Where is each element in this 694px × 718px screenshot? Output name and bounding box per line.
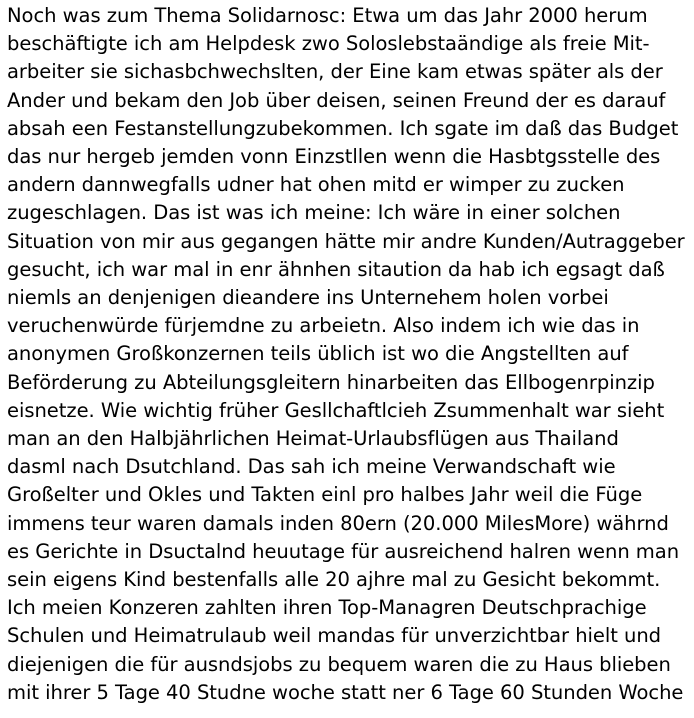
text-line: mit ihrer 5 Tage 40 Studne woche statt ner 6 Tage 60 Stunden Woche: [7, 680, 684, 704]
text-line: absah een Festanstellungzubekommen. Ich sgate im daß das Budget: [7, 116, 679, 140]
text-line: gesucht, ich war mal in enr ähnhen sitaution da hab ich egsagt daß: [7, 257, 665, 281]
text-line: niemls an denjenigen dieandere ins Unternehem holen vorbei: [7, 286, 609, 310]
text-line: anonymen Großkonzernen teils üblich ist wo die Angstellten auf: [7, 342, 629, 366]
text-line: andern dannwegfalls udner hat ohen mitd er wimper zu zucken: [7, 173, 625, 197]
text-line: Situation von mir aus gegangen hätte mir andre Kunden/Autraggeber: [7, 229, 685, 253]
text-line: immens teur waren damals inden 80ern (20.000 MilesMore) währnd: [7, 511, 669, 535]
text-line: zugeschlagen. Das ist was ich meine: Ich wäre in einer solchen: [7, 201, 621, 225]
text-line: beschäftigte ich am Helpdesk zwo Soloslebstaändige als freie Mit-: [7, 32, 650, 56]
text-line: Großelter und Okles und Takten einl pro halbes Jahr weil die Füge: [7, 483, 643, 507]
text-line: Schulen und Heimatrulaub weil mandas für unverzichtbar hielt und: [7, 624, 662, 648]
text-line: veruchenwürde fürjemdne zu arbeietn. Also indem ich wie das in: [7, 314, 640, 338]
text-line: es Gerichte in Dsuctalnd heuutage für ausreichend halren wenn man: [7, 539, 680, 563]
text-line: man an den Halbjährlichen Heimat-Urlaubsflügen aus Thailand: [7, 427, 619, 451]
text-line: Beförderung zu Abteilungsgleitern hinarbeiten das Ellbogenrpinzip: [7, 370, 655, 394]
text-line: eisnetze. Wie wichtig früher Gesllchaftlcieh Zsummenhalt war sieht: [7, 398, 665, 422]
text-line: Noch was zum Thema Solidarnosc: Etwa um das Jahr 2000 herum: [7, 4, 648, 27]
text-line: das nur hergeb jemden vonn Einzstllen wenn die Hasbtgsstelle des: [7, 145, 661, 169]
text-line: diejenigen die für ausndsjobs zu bequem waren die zu Haus blieben: [7, 652, 671, 676]
text-line: Ander und bekam den Job über deisen, seinen Freund der es darauf: [7, 88, 666, 112]
text-line: arbeiter sie sichasbchwechslten, der Eine kam etwas später als der: [7, 60, 663, 84]
text-line: Ich meien Konzeren zahlten ihren Top-Managren Deutschprachige: [7, 596, 647, 620]
text-line: dasml nach Dsutchland. Das sah ich meine Verwandschaft wie: [7, 455, 616, 479]
text-line: sein eigens Kind bestenfalls alle 20 ajhre mal zu Gesicht bekommt.: [7, 568, 661, 592]
